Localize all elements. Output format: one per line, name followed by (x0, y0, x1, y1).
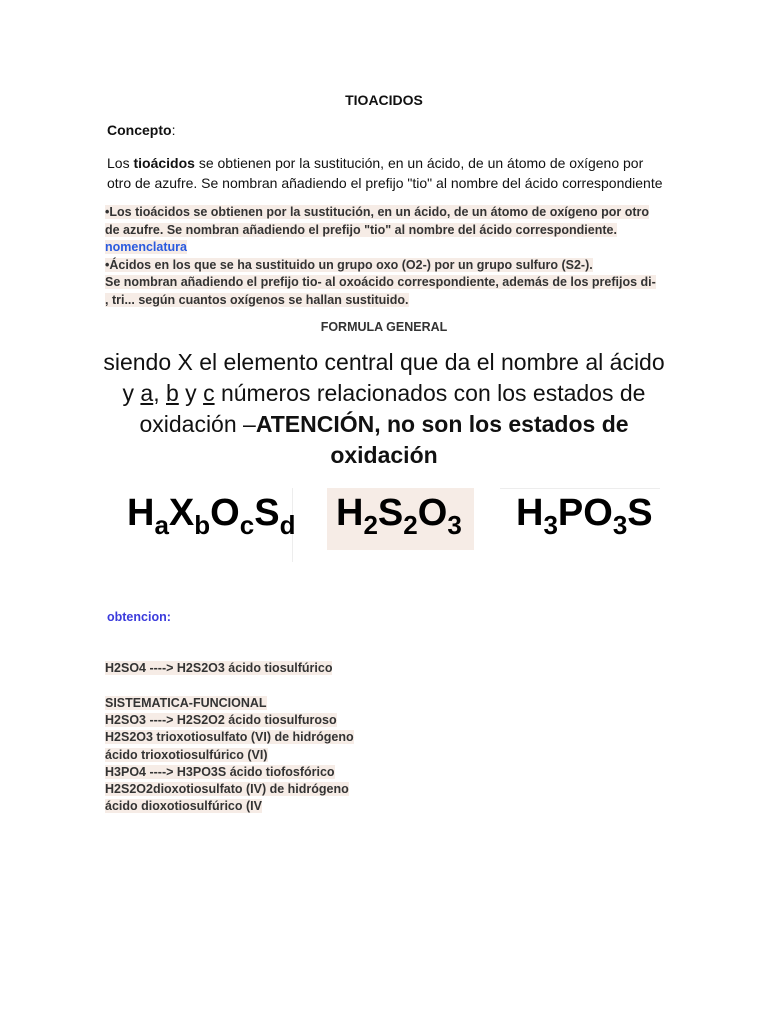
f2-o: O (417, 492, 448, 534)
f3-sub-2: 3 (612, 510, 628, 540)
sistematica-line-4: H3PO4 ----> H3PO3S ácido tiofosfórico (105, 764, 335, 779)
var-c: c (203, 380, 215, 406)
f1-x: X (168, 492, 195, 534)
f1-s: S (254, 492, 280, 534)
reaction-1: H2SO4 ----> H2S2O3 ácido tiosulfúrico (105, 661, 333, 675)
intro-bold-term: tioácidos (133, 155, 195, 171)
f1-sub-c: c (239, 510, 255, 540)
f1-o: O (210, 492, 240, 534)
thiosulfuric-formula (336, 492, 462, 540)
explanation-y1: y (122, 380, 141, 406)
explanation-line3-pre: oxidación – (139, 411, 256, 437)
definition-line-1: •Los tioácidos se obtienen por la sustitución, en un ácido, de un átomo de oxígeno por otro (105, 205, 650, 219)
f3-sub-1: 3 (543, 510, 558, 540)
sistematica-funcional-block (105, 695, 354, 815)
page-title: TIOACIDOS (345, 92, 423, 108)
explanation-attention: ATENCIÓN, no son los estados de (255, 411, 629, 437)
sistematica-line-1: H2SO3 ----> H2S2O2 ácido tiosulfuroso (105, 713, 337, 728)
f1-h: H (127, 492, 155, 534)
f1-sub-d: d (279, 510, 296, 540)
f3-h: H (516, 492, 544, 534)
explanation-comma: , (153, 380, 166, 406)
formula-divider-top (500, 488, 660, 489)
obtencion-heading: obtencion: (107, 610, 171, 624)
concepto-colon: : (171, 122, 176, 138)
f3-po: PO (557, 492, 613, 534)
f1-sub-b: b (194, 510, 211, 540)
definition-line-3: •Ácidos en los que se ha sustituido un grupo oxo (O2-) por un grupo sulfuro (S2-). (105, 257, 593, 272)
reaction-line (105, 661, 332, 675)
var-a: a (140, 380, 154, 406)
highlighted-definition-block (105, 204, 660, 309)
intro-line1-rest: se obtienen por la sustitución, en un ácido, de un átomo de oxígeno por (194, 155, 644, 171)
explanation-y2: y (178, 380, 204, 406)
thiophosphoric-formula (516, 492, 653, 540)
f1-sub-a: a (154, 510, 169, 540)
definition-line-4: Se nombran añadiendo el prefijo tio- al oxoácido correspondiente, además de los prefijos di- (105, 275, 656, 289)
sistematica-line-5: H2S2O2dioxotiosulfato (IV) de hidrógeno (105, 782, 349, 797)
explanation-rest2: números relacionados con los estados de (214, 380, 646, 406)
intro-line2: otro de azufre. Se nombran añadiendo el prefijo "tio" al nombre del ácido correspondiente (107, 175, 663, 191)
nomenclatura-link[interactable]: nomenclatura (105, 240, 187, 254)
f3-s: S (627, 492, 653, 534)
sistematica-heading: SISTEMATICA-FUNCIONAL (105, 696, 267, 710)
definition-line-5: , tri... según cuantos oxígenos se hallan sustituido. (105, 292, 409, 307)
formula-general-heading: FORMULA GENERAL (320, 320, 448, 334)
f2-sub-3: 3 (447, 510, 462, 540)
sistematica-line-2: H2S2O3 trioxotiosulfato (VI) de hidrógeno (105, 730, 354, 745)
definition-line-2: de azufre. Se nombran añadiendo el prefijo "tio" al nombre del ácido correspondiente. (105, 222, 617, 237)
f2-sub-1: 2 (363, 510, 378, 540)
intro-paragraph (107, 153, 667, 193)
concepto-label: Concepto (107, 122, 172, 138)
var-b: b (166, 380, 179, 406)
general-formula (127, 492, 296, 540)
sistematica-line-3: ácido trioxotiosulfúrico (VI) (105, 747, 268, 762)
explanation-line-4: oxidación (330, 442, 438, 468)
formula-explanation (100, 347, 668, 471)
explanation-line-1: siendo X el elemento central que da el nombre al ácido (103, 349, 665, 375)
f2-h: H (336, 492, 364, 534)
sistematica-line-6: ácido dioxotiosulfúrico (IV (105, 799, 262, 814)
f2-s: S (377, 492, 404, 534)
concepto-heading (107, 122, 175, 138)
f2-sub-2: 2 (403, 510, 418, 540)
intro-pre: Los (107, 155, 134, 171)
